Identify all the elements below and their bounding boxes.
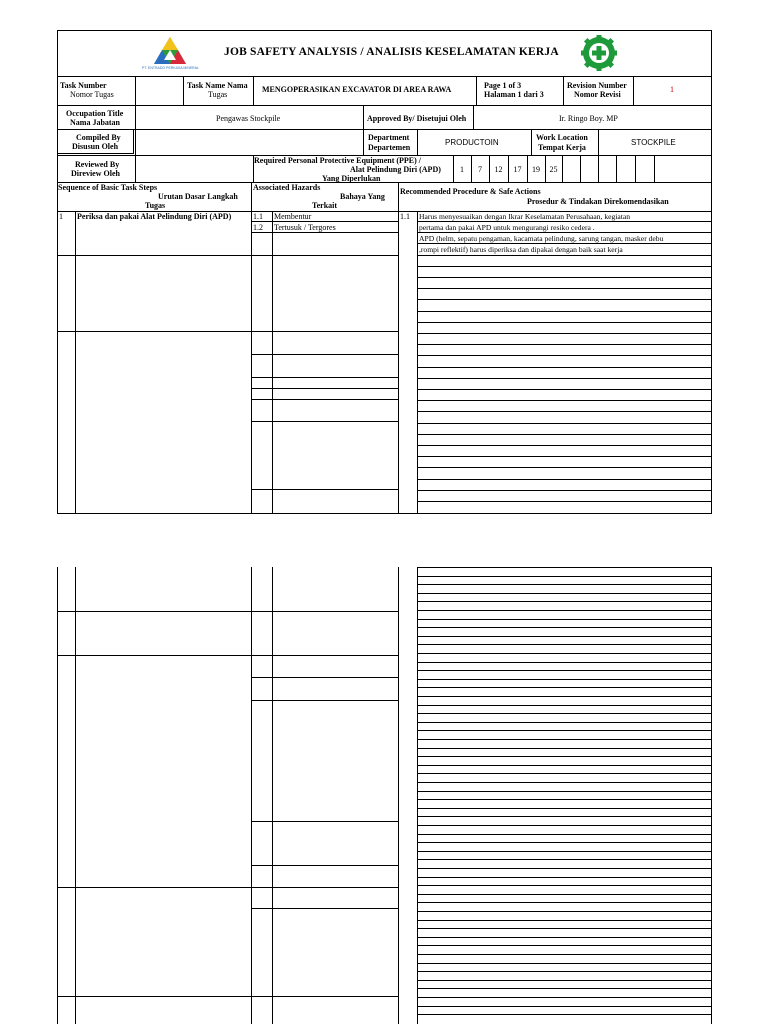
procedure-rule bbox=[417, 773, 712, 774]
revision-label-id: Nomor Revisi bbox=[574, 90, 621, 99]
procedure-rule bbox=[417, 367, 712, 368]
procedure-rule bbox=[417, 644, 712, 645]
procedure-rule bbox=[417, 277, 712, 278]
procedure-rule bbox=[417, 584, 712, 585]
approved-value: Ir. Ringo Boy. MP bbox=[559, 114, 618, 123]
ppe-label-line-3: Yang Diperlukan bbox=[322, 174, 381, 183]
procedure-rule bbox=[417, 490, 712, 491]
procedure-rule bbox=[417, 467, 712, 468]
revision-label: Revision Number bbox=[567, 81, 627, 90]
procedure-rule bbox=[417, 567, 712, 568]
procedure-rule bbox=[417, 954, 712, 955]
occupation-label: Occupation Title bbox=[66, 109, 124, 118]
work-location-label: Work Location bbox=[536, 133, 588, 142]
procedure-rule bbox=[417, 937, 712, 938]
procedure-rule bbox=[417, 355, 712, 356]
procedure-rule bbox=[417, 445, 712, 446]
ppe-code: 17 bbox=[513, 165, 522, 174]
company-logo bbox=[130, 34, 210, 74]
procedure-rule bbox=[417, 988, 712, 989]
procedure-rule bbox=[417, 311, 712, 312]
ppe-label-line-1: Required Personal Protective Equipment (PPE) / bbox=[254, 156, 422, 165]
step-text: Periksa dan pakai Alat Pelindung Diri (APD) bbox=[77, 212, 232, 221]
revision-value: 1 bbox=[670, 85, 674, 94]
procedure-rule bbox=[417, 791, 712, 792]
procedure-rule bbox=[417, 825, 712, 826]
hazard-number: 1.1 bbox=[253, 212, 263, 221]
hazards-header-en: Associated Hazards bbox=[253, 183, 321, 192]
ppe-code: 12 bbox=[494, 165, 503, 174]
procedure-line: Harus menyesuaikan dengan Ikrar Keselamatan Perusahaan, kegiatan bbox=[419, 212, 631, 221]
procedure-rule bbox=[417, 627, 712, 628]
reviewed-label: Reviewed By bbox=[75, 160, 120, 169]
logo-caption: PT. ENTRADO PERKASA MINERAL bbox=[142, 66, 199, 70]
procedure-rule bbox=[417, 501, 712, 502]
procedure-rule bbox=[417, 902, 712, 903]
work-location-label-id: Tempat Kerja bbox=[538, 143, 586, 152]
procedure-rule bbox=[417, 389, 712, 390]
procedure-rule bbox=[417, 299, 712, 300]
ppe-label-line-2: Alat Pelindung Diri (APD) bbox=[350, 165, 441, 174]
procedure-rule bbox=[417, 713, 712, 714]
procedure-rule bbox=[417, 322, 712, 323]
procedure-rule bbox=[417, 834, 712, 835]
procedure-rule bbox=[417, 243, 712, 244]
procedure-rule bbox=[417, 730, 712, 731]
procedure-rule bbox=[417, 808, 712, 809]
work-location-value: STOCKPILE bbox=[631, 138, 676, 147]
hazards-header-id: Bahaya Yang bbox=[340, 192, 385, 201]
procedure-rule bbox=[417, 221, 712, 222]
procedure-rule bbox=[417, 593, 712, 594]
reviewed-label-id: Direview Oleh bbox=[71, 169, 120, 178]
procedure-rule bbox=[417, 601, 712, 602]
procedure-rule bbox=[417, 885, 712, 886]
steps-header-id: Urutan Dasar Langkah bbox=[158, 192, 238, 201]
procedure-rule bbox=[417, 963, 712, 964]
task-name-label-id: Tugas bbox=[208, 90, 228, 99]
occupation-value: Pengawas Stockpile bbox=[216, 114, 281, 123]
procedure-rule bbox=[417, 980, 712, 981]
procedure-rule bbox=[417, 928, 712, 929]
procedure-rule bbox=[417, 1006, 712, 1007]
procedure-rule bbox=[417, 636, 712, 637]
procedure-rule bbox=[417, 722, 712, 723]
procedure-rule bbox=[417, 842, 712, 843]
document-title: JOB SAFETY ANALYSIS / ANALISIS KESELAMATAN KERJA bbox=[224, 46, 559, 58]
page-label: Page 1 of 3 bbox=[484, 81, 522, 90]
procedure-rule bbox=[417, 434, 712, 435]
task-name-label: Task Name Nama bbox=[187, 81, 248, 90]
compiled-label: Compiled By bbox=[76, 133, 121, 142]
procedure-rule bbox=[417, 868, 712, 869]
hazard-number: 1.2 bbox=[253, 223, 263, 232]
hazard-text: Tertusuk / Tergores bbox=[274, 223, 336, 232]
procedure-rule bbox=[417, 756, 712, 757]
k3-safety-emblem-icon bbox=[581, 35, 617, 71]
procedure-rule bbox=[417, 610, 712, 611]
procedure-rule bbox=[417, 255, 712, 256]
procedure-rule bbox=[417, 456, 712, 457]
procedure-rule bbox=[417, 851, 712, 852]
department-label-id: Departemen bbox=[368, 143, 411, 152]
task-number-label-id: Nomor Tugas bbox=[70, 90, 114, 99]
procedure-number: 1.1 bbox=[400, 212, 410, 221]
step-number: 1 bbox=[59, 212, 63, 221]
procedure-rule bbox=[417, 748, 712, 749]
procedure-rule bbox=[417, 971, 712, 972]
procedure-rule bbox=[417, 679, 712, 680]
procedure-rule bbox=[417, 619, 712, 620]
procedure-rule bbox=[417, 344, 712, 345]
department-value: PRODUCTOIN bbox=[445, 138, 499, 147]
procedure-rule bbox=[417, 920, 712, 921]
procedure-line: ,rompi reflektif) harus diperiksa dan dipakai dengan baik saat kerja bbox=[419, 245, 623, 254]
procedure-line: APD (helm, sepatu pengaman, kacamata pelindung, sarung tangan, masker debu bbox=[419, 234, 664, 243]
occupation-label-id: Nama Jabatan bbox=[70, 118, 121, 127]
procedure-rule bbox=[417, 266, 712, 267]
procedure-rule bbox=[417, 662, 712, 663]
procedure-rule bbox=[417, 653, 712, 654]
approved-label: Approved By/ Disetujui Oleh bbox=[367, 114, 467, 123]
page-label-id: Halaman 1 dari 3 bbox=[484, 90, 544, 99]
procedure-rule bbox=[417, 911, 712, 912]
department-label: Department bbox=[368, 133, 410, 142]
procedure-rule bbox=[417, 945, 712, 946]
procedure-rule bbox=[417, 423, 712, 424]
hazard-text: Membentur bbox=[274, 212, 312, 221]
procedure-rule bbox=[417, 739, 712, 740]
procedure-header-en: Recommended Procedure & Safe Actions bbox=[400, 187, 541, 196]
ppe-code: 25 bbox=[549, 165, 558, 174]
procedure-rule bbox=[417, 670, 712, 671]
steps-header-en: Sequence of Basic Task Steps bbox=[58, 183, 158, 192]
procedure-rule bbox=[417, 333, 712, 334]
procedure-rule bbox=[417, 877, 712, 878]
procedure-rule bbox=[417, 378, 712, 379]
procedure-rule bbox=[417, 232, 712, 233]
procedure-rule bbox=[417, 782, 712, 783]
procedure-header-id: Prosedur & Tindakan Direkomendasikan bbox=[527, 197, 669, 206]
procedure-rule bbox=[417, 799, 712, 800]
ppe-code: 7 bbox=[478, 165, 482, 174]
procedure-rule bbox=[417, 894, 712, 895]
procedure-rule bbox=[417, 816, 712, 817]
hazards-header-id-2: Terkait bbox=[312, 201, 338, 210]
procedure-rule bbox=[417, 859, 712, 860]
procedure-rule bbox=[417, 1014, 712, 1015]
procedure-line: pertama dan pakai APD untuk mengurangi resiko cedera . bbox=[419, 223, 595, 232]
ppe-code: 1 bbox=[460, 165, 464, 174]
procedure-rule bbox=[417, 576, 712, 577]
procedure-rule bbox=[417, 411, 712, 412]
procedure-rule bbox=[417, 479, 712, 480]
ppe-code: 19 bbox=[532, 165, 540, 174]
procedure-rule bbox=[417, 997, 712, 998]
task-name-value: MENGOPERASIKAN EXCAVATOR DI AREA RAWA bbox=[262, 85, 452, 94]
task-number-label: Task Number bbox=[60, 81, 107, 90]
procedure-rule bbox=[417, 288, 712, 289]
procedure-rule bbox=[417, 400, 712, 401]
compiled-label-id: Disusun Oleh bbox=[72, 142, 119, 151]
procedure-rule bbox=[417, 705, 712, 706]
procedure-rule bbox=[417, 687, 712, 688]
steps-header-id-2: Tugas bbox=[145, 201, 166, 210]
procedure-rule bbox=[417, 696, 712, 697]
procedure-rule bbox=[417, 765, 712, 766]
